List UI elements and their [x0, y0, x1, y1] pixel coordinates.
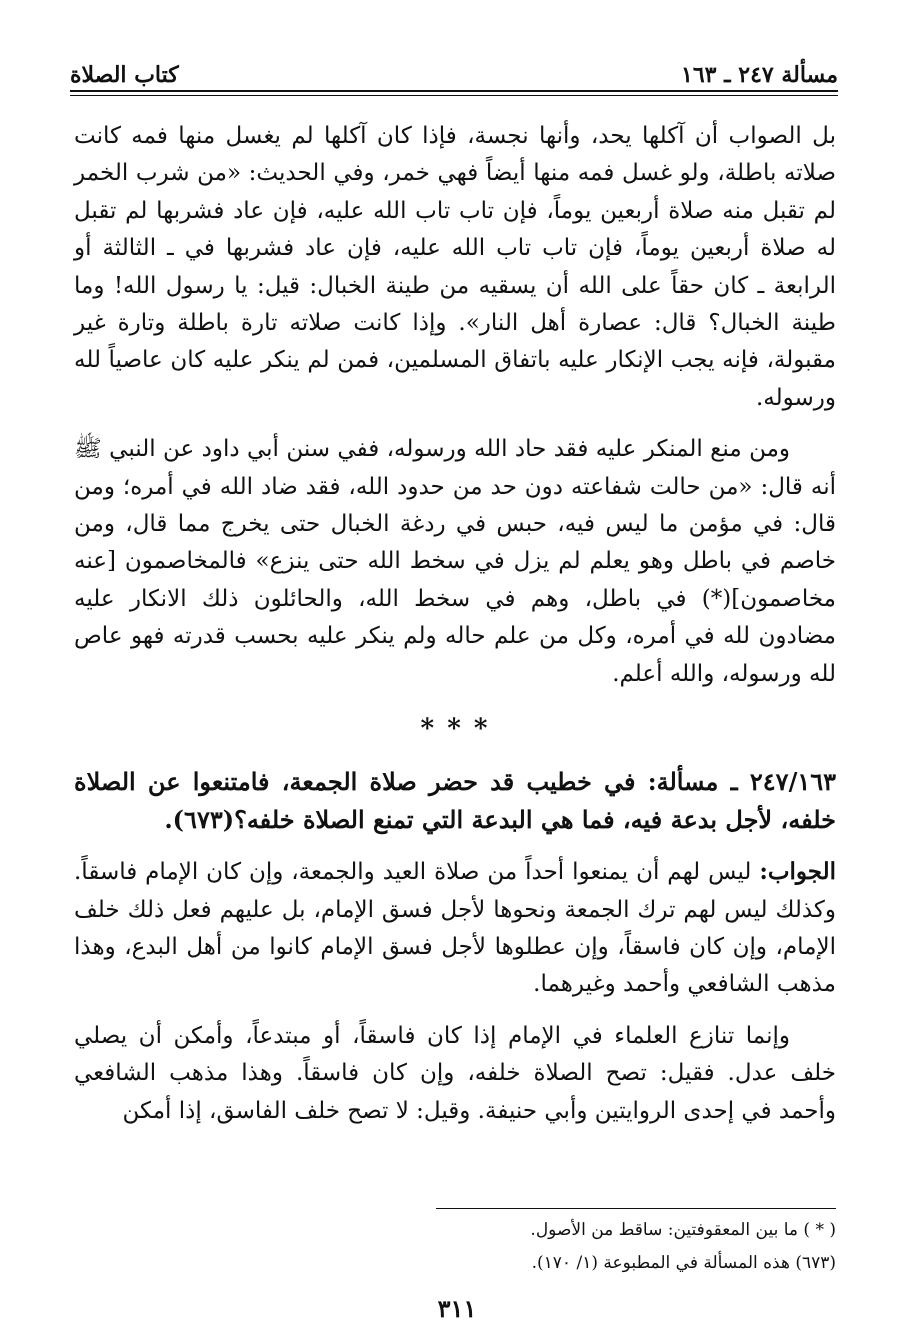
- question-heading: ٢٤٧/١٦٣ ـ مسألة: في خطيب قد حضر صلاة الجمعة، فامتنعوا عن الصلاة خلفه، لأجل بدعة فيه، فما هي البدعة التي تمنع الصلاة خلفه؟(٦٧٣).: [74, 767, 836, 835]
- header-rule-thin: [70, 95, 838, 96]
- answer-text: ليس لهم أن يمنعوا أحداً من صلاة العيد والجمعة، وإن كان الإمام فاسقاً. وكذلك ليس لهم ترك الجمعة ونحوها لأجل فسق الإمام، بل عليهم فعل ذلك خلف الإمام، وإن كان فاسقاً، وإن عطلوها لأجل فسق الإمام كانوا من أهل البدع، وهذا مذهب الشافعي وأحمد وغيرهما.: [74, 859, 836, 998]
- page-body: [74, 118, 836, 1130]
- paragraph-4: وإنما تنازع العلماء في الإمام إذا كان فاسقاً، أو مبتدعاً، وأمكن أن يصلي خلف عدل. فقيل: تصح الصلاة خلفه، وإن كان فاسقاً. وهذا مذهب الشافعي وأحمد في إحدى الروايتين وأبي حنيفة. وقيل: لا تصح خلف الفاسق، إذا أمكن: [74, 1022, 836, 1124]
- answer-label: الجواب:: [759, 858, 836, 886]
- running-header: [70, 52, 838, 88]
- answer-paragraph: [74, 853, 836, 1004]
- header-book-title: كتاب الصلاة: [70, 62, 179, 88]
- paragraph-2: ومن منع المنكر عليه فقد حاد الله ورسوله، ففي سنن أبي داود عن النبي ﷺ أنه قال: «من حالت شفاعته دون حد من حدود الله، فقد ضاد الله في أمره؛ ومن قال: في مؤمن ما ليس فيه، حبس في ردغة الخبال حتى يخرج مما قال، ومن خاصم في باطل وهو يعلم لم يزل في سخط الله حتى ينزع» فالمخاصمون [عنه مخاصمون](*) في باطل، وهم في سخط الله، والحائلون ذلك الانكار عليه مضادون لله في أمره، وكل من علم حاله ولم ينكر عليه بحسب قدرته فهو عاص لله ورسوله، والله أعلم.: [74, 436, 836, 687]
- footnote-rule: [436, 1208, 836, 1209]
- header-issue-number: مسألة ٢٤٧ ـ ١٦٣: [681, 62, 838, 88]
- footnote-item: ( * ) ما بين المعقوفتين: ساقط من الأصول.: [530, 1220, 836, 1240]
- footnotes: [74, 1214, 836, 1280]
- page-number: ٣١١: [437, 1294, 477, 1323]
- header-rule-thick: [70, 90, 838, 92]
- footnote-item: (٦٧٣) هذه المسألة في المطبوعة (١/ ١٧٠).: [531, 1253, 836, 1273]
- paragraph-1: بل الصواب أن آكلها يحد، وأنها نجسة، فإذا كان آكلها لم يغسل منها فمه كانت صلاته باطلة، ولو غسل فمه منها أيضاً فهي خمر، وفي الحديث: «من شرب الخمر لم تقبل منه صلاة أربعين يوماً، فإن تاب تاب الله عليه، فإن عاد فشربها لم تقبل له صلاة أربعين يوماً، فإن تاب تاب الله عليه، فإن عاد فشربها في ـ الثالثة أو الرابعة ـ كان حقاً على الله أن يسقيه من طينة الخبال: قيل: يا رسول الله! وما طينة الخبال؟ قال: عصارة أهل النار». وإذا كانت صلاته تارة باطلة وتارة غير مقبولة، فإنه يجب الإنكار عليه باتفاق المسلمين، فمن لم ينكر عليه كان عاصياً لله ورسوله.: [74, 123, 836, 411]
- section-separator: * * *: [420, 714, 490, 745]
